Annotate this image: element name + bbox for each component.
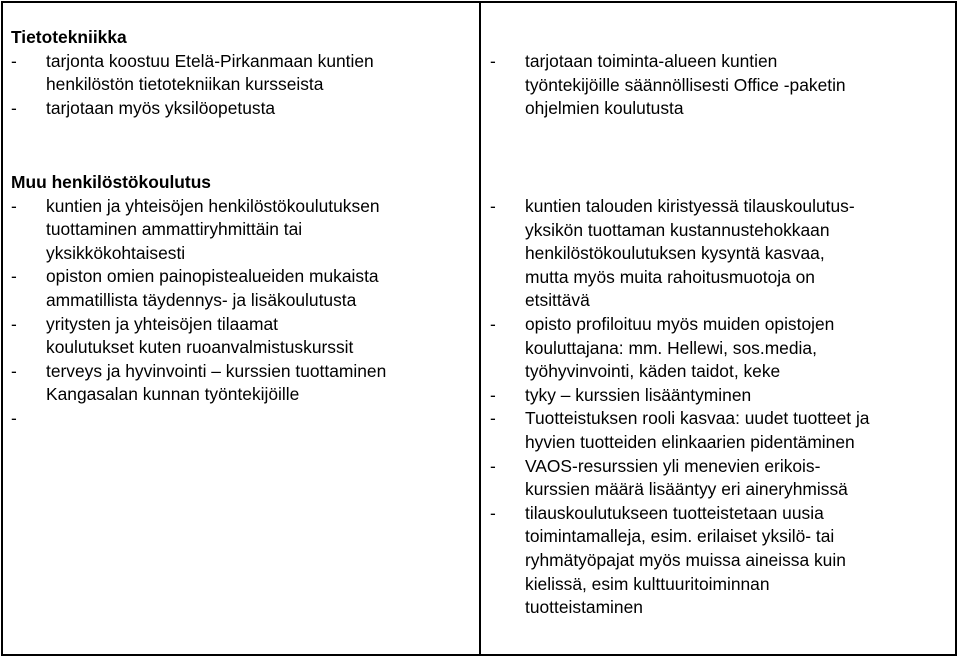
bullet-dash: - bbox=[490, 196, 496, 216]
bullet-dash: - bbox=[490, 455, 496, 476]
item-line: mutta myös muita rahoitusmuotoja on bbox=[525, 266, 815, 287]
item-list bbox=[11, 50, 471, 121]
item-line: opisto profiloituu myös muiden opistojen bbox=[525, 313, 835, 334]
item-line: toimintamalleja, esim. erilaiset yksilö- tai bbox=[525, 526, 835, 547]
list-item bbox=[11, 97, 471, 121]
item-line: yksikkökohtaisesti bbox=[46, 242, 186, 263]
bullet-dash: - bbox=[11, 195, 17, 216]
item-line: VAOS-resurssien yli menevien erikois- bbox=[525, 455, 821, 476]
bullet-dash: - bbox=[490, 502, 496, 523]
item-line: kurssien määrä lisääntyy eri aineryhmissä bbox=[525, 479, 848, 500]
bullet-dash: - bbox=[11, 407, 17, 428]
list-item bbox=[11, 195, 471, 266]
list-item bbox=[11, 360, 471, 407]
list-item bbox=[11, 407, 471, 431]
item-line: Kangasalan kunnan työntekijöille bbox=[46, 384, 300, 405]
bullet-dash: - bbox=[11, 360, 17, 381]
cell-bottom-right bbox=[490, 195, 952, 620]
item-line: ohjelmien koulutusta bbox=[525, 98, 684, 119]
section-title: Tietotekniikka bbox=[11, 27, 127, 47]
list-item bbox=[490, 313, 952, 384]
item-line: tyky – kurssien lisääntyminen bbox=[525, 384, 752, 405]
list-item bbox=[11, 313, 471, 360]
item-line: henkilöstökoulutuksen kysyntä kasvaa, bbox=[525, 243, 825, 264]
item-list bbox=[490, 50, 950, 121]
item-line: tuotteistaminen bbox=[525, 597, 643, 618]
item-line: kuntien talouden kiristyessä tilauskoulutus- bbox=[525, 196, 855, 216]
item-line: yksikön tuottaman kustannustehokkaan bbox=[525, 219, 830, 240]
bullet-dash: - bbox=[490, 313, 496, 334]
bullet-dash: - bbox=[490, 408, 496, 429]
list-item bbox=[11, 50, 471, 97]
list-item bbox=[490, 195, 952, 313]
list-item bbox=[490, 407, 952, 454]
item-line: terveys ja hyvinvointi – kurssien tuottaminen bbox=[46, 360, 387, 381]
item-list bbox=[11, 195, 471, 431]
item-line: tarjotaan myös yksilöopetusta bbox=[46, 97, 276, 118]
list-item bbox=[490, 384, 952, 408]
item-line: Tuotteistuksen rooli kasvaa: uudet tuotteet ja bbox=[525, 408, 870, 429]
list-item bbox=[490, 455, 952, 502]
list-item bbox=[490, 50, 950, 121]
item-line: kielissä, esim kulttuuritoiminnan bbox=[525, 573, 770, 594]
item-line: etsittävä bbox=[525, 290, 590, 311]
column-divider bbox=[479, 1, 481, 656]
bullet-dash: - bbox=[11, 97, 17, 118]
item-line bbox=[46, 407, 471, 431]
item-line: tarjonta koostuu Etelä-Pirkanmaan kuntien bbox=[46, 50, 374, 71]
item-line: hyvien tuotteiden elinkaarien pidentäminen bbox=[525, 431, 855, 452]
item-line: henkilöstön tietotekniikan kursseista bbox=[46, 74, 324, 95]
item-line: ryhmätyöpajat myös muissa aineissa kuin bbox=[525, 549, 846, 570]
item-line: tuottaminen ammattiryhmittäin tai bbox=[46, 219, 303, 240]
bullet-dash: - bbox=[11, 266, 17, 287]
item-line: kouluttajana: mm. Hellewi, sos.media, bbox=[525, 337, 817, 358]
item-line: työhyvinvointi, käden taidot, keke bbox=[525, 361, 781, 382]
item-line: kuntien ja yhteisöjen henkilöstökoulutuksen bbox=[46, 195, 380, 216]
cell-bottom-left bbox=[11, 171, 471, 431]
bullet-dash: - bbox=[11, 50, 17, 71]
item-line: ammatillista täydennys- ja lisäkoulutusta bbox=[46, 289, 357, 310]
right-border bbox=[955, 1, 957, 656]
bullet-dash: - bbox=[490, 51, 496, 71]
item-line: työntekijöille säännöllisesti Office -paketin bbox=[525, 74, 846, 95]
bullet-dash: - bbox=[490, 384, 496, 405]
item-line: tarjotaan toiminta-alueen kuntien bbox=[525, 51, 778, 71]
item-line: koulutukset kuten ruoanvalmistuskurssit bbox=[46, 337, 354, 358]
list-item bbox=[11, 265, 471, 312]
list-item bbox=[490, 502, 952, 620]
item-list bbox=[490, 195, 952, 620]
left-border bbox=[1, 1, 3, 656]
cell-top-left bbox=[11, 26, 471, 120]
item-line: tilauskoulutukseen tuotteistetaan uusia bbox=[525, 502, 824, 523]
section-title: Muu henkilöstökoulutus bbox=[11, 172, 211, 192]
item-line: yritysten ja yhteisöjen tilaamat bbox=[46, 313, 278, 334]
item-line: opiston omien painopistealueiden mukaista bbox=[46, 266, 379, 287]
cell-top-right bbox=[490, 50, 950, 121]
bullet-dash: - bbox=[11, 313, 17, 334]
